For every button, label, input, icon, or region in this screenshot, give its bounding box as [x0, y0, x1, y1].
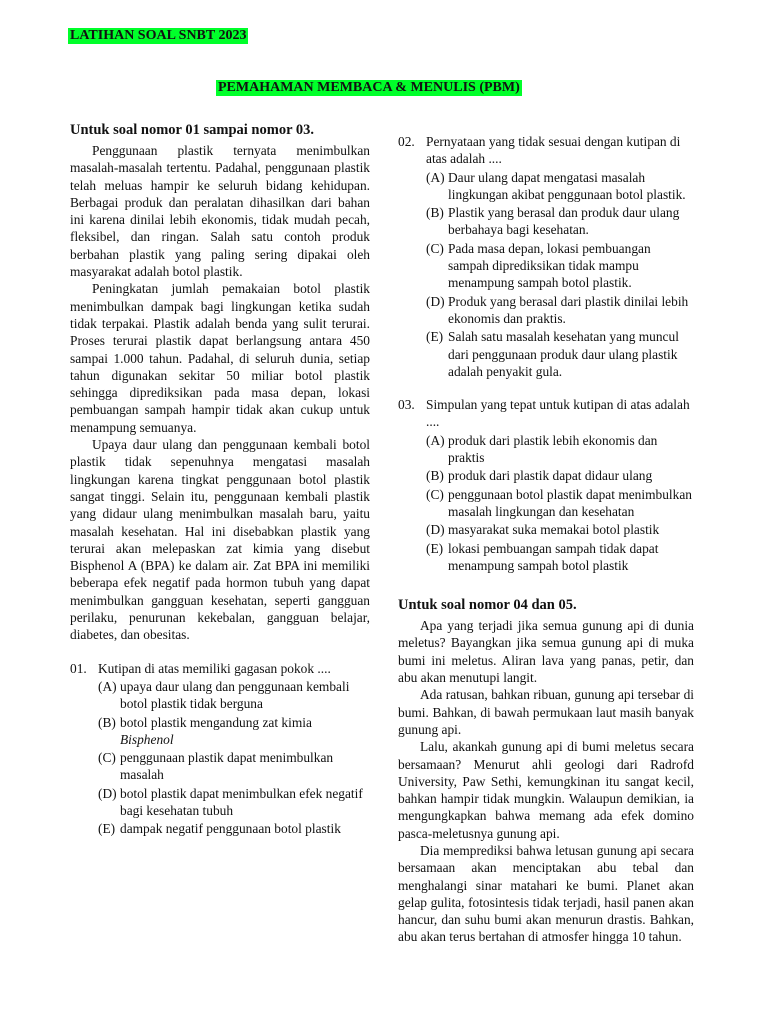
option-text: masyarakat suka memakai botol plastik [448, 522, 660, 538]
passage2-paragraph: Ada ratusan, bahkan ribuan, gunung api tersebar di bumi. Bahkan, di bawah permukaan laut masih banyak gunung api. [398, 687, 694, 737]
option-text: Pada masa depan, lokasi pembuangan sampah diprediksikan tidak mampu menampung sampah botol plastik. [448, 240, 651, 291]
question-03 [398, 396, 694, 574]
option-a[interactable] [426, 169, 694, 204]
option-b[interactable] [426, 204, 694, 239]
option-text: upaya daur ulang dan penggunaan kembali botol plastik tidak berguna [120, 678, 350, 712]
left-column [70, 121, 370, 838]
option-text: dampak negatif penggunaan botol plastik [120, 821, 341, 837]
right-column [398, 133, 694, 946]
question-stem: Pernyataan yang tidak sesuai dengan kutipan di atas adalah .... [426, 134, 681, 167]
option-letter: (D) [426, 293, 445, 309]
option-letter: (A) [426, 432, 445, 448]
option-d[interactable] [426, 521, 694, 538]
option-letter: (B) [426, 205, 444, 221]
option-text: Produk yang berasal dari plastik dinilai lebih ekonomis dan praktis. [448, 293, 689, 326]
passage2-heading: Untuk soal nomor 04 dan 05. [398, 597, 577, 614]
option-text: Salah satu masalah kesehatan yang muncul dari penggunaan produk daur ulang plastik adalah penyakit gula. [448, 329, 679, 379]
passage2-paragraph: Dia memprediksi bahwa letusan gunung api secara bersamaan akan menciptakan abu tebal dan menghalangi sinar matahari ke bumi. Planet akan gelap gulita, fotosintesis tidak terjadi, hasil panen akan hancur, dan suhu bumi akan menurun drastis. Bahkan, abu akan terus bertahan di atmosfer hingga 10 tahun. [398, 842, 694, 945]
option-text: penggunaan plastik dapat menimbulkan masalah [120, 750, 334, 783]
option-letter: (B) [426, 468, 444, 484]
option-e[interactable] [426, 328, 694, 380]
option-letter: (C) [98, 750, 116, 766]
option-text-italic: Bisphenol [120, 731, 174, 747]
option-text: lokasi pembuangan sampah tidak dapat menampung sampah botol plastik [448, 540, 659, 573]
question-02 [398, 133, 694, 380]
passage1-paragraph: Penggunaan plastik ternyata menimbulkan masalah-masalah tertentu. Padahal, penggunaan plastik telah meluas hampir ke seluruh bidang kehidupan. Berbagai produk dan peralatan dihasilkan dari bahan ini karena dinilai lebih ekonomis, tidak mudah pecah, fleksibel, dan ringan. Salah satu contoh produk berbahan plastik yang paling sering dipakai oleh masyarakat adalah botol plastik. [70, 143, 370, 280]
option-letter: (C) [426, 486, 444, 502]
header-title: LATIHAN SOAL SNBT 2023 [70, 28, 247, 43]
passage1-heading: Untuk soal nomor 01 sampai nomor 03. [70, 122, 314, 138]
option-text: botol plastik dapat menimbulkan efek negatif bagi kesehatan tubuh [120, 785, 363, 818]
question-01 [70, 660, 370, 838]
option-c[interactable] [426, 240, 694, 292]
option-letter: (A) [426, 169, 445, 185]
option-letter: (E) [426, 329, 444, 345]
question-number: 03. [398, 397, 415, 413]
question-number: 02. [398, 134, 415, 149]
option-text [120, 714, 370, 749]
option-b[interactable] [98, 714, 370, 749]
option-c[interactable] [98, 749, 370, 784]
option-letter: (E) [98, 821, 116, 837]
option-letter: (E) [426, 540, 444, 556]
option-e[interactable] [98, 820, 370, 837]
option-text: penggunaan botol plastik dapat menimbulkan masalah lingkungan dan kesehatan [448, 486, 692, 519]
option-d[interactable] [426, 293, 694, 328]
question-stem: Simpulan yang tepat untuk kutipan di atas adalah .... [426, 397, 690, 430]
option-letter: (D) [426, 522, 445, 538]
option-text-main: botol plastik mengandung zat kimia [120, 714, 312, 730]
passage1-paragraph: Upaya daur ulang dan penggunaan kembali botol plastik tidak sepenuhnya mengatasi masalah lingkungan karena tingkat penggunaan botol plastik sangat tinggi. Selain itu, penggunaan kembali plastik yang didaur ulang menimbulkan masalah baru, yaitu masalah kesehatan. Hal ini disebabkan plastik yang terurai akan melepaskan zat kimia yang disebut Bisphenol A (BPA) ke dalam air. Zat BPA ini memiliki beberapa efek negatif pada hormon tubuh yang dapat menimbulkan gangguan kesehatan, seperti gangguan perilaku, penurunan kekebalan, gangguan belajar, diabetes, dan obesitas. [70, 437, 370, 643]
passage2-paragraph: Lalu, akankah gunung api di bumi meletus secara bersamaan? Menurut ahli geologi dari Radrofd University, Paw Sethi, kemungkinan itu sangat kecil, bahkan hampir tidak mungkin. Walaupun demikian, ia mengungkapkan bahwa memang ada efek domino pasca-meletusnya gunung api. [398, 739, 694, 841]
option-b[interactable] [426, 467, 694, 484]
question-stem: Kutipan di atas memiliki gagasan pokok .... [98, 660, 331, 676]
option-text: produk dari plastik dapat didaur ulang [448, 468, 653, 484]
option-d[interactable] [98, 785, 370, 820]
option-text: Daur ulang dapat mengatasi masalah lingkungan akibat penggunaan botol plastik. [448, 169, 686, 202]
option-letter: (D) [98, 785, 117, 801]
passage2-paragraph: Apa yang terjadi jika semua gunung api di dunia meletus? Bayangkan jika semua gunung api di muka bumi ini meletus. Aliran lava yang panas, petir, dan abu akan menutupi langit. [398, 618, 694, 686]
passage1-paragraph: Peningkatan jumlah pemakaian botol plastik menimbulkan dampak bagi lingkungan ketika sudah tidak terpakai. Plastik adalah benda yang sulit terurai. Proses terurai plastik dapat berlangsung antara 450 sampai 1.000 tahun. Padahal, di seluruh dunia, setiap tahun digunakan sekitar 50 miliar botol plastik sehingga diprediksikan pada masa depan, lokasi pembuangan sampah hampir tidak akan cukup untuk menampung semuanya. [70, 281, 370, 435]
option-text: produk dari plastik lebih ekonomis dan praktis [448, 432, 658, 466]
question-number: 01. [70, 660, 87, 676]
option-letter: (A) [98, 678, 117, 694]
option-letter: (C) [426, 240, 444, 256]
option-c[interactable] [426, 486, 694, 521]
option-e[interactable] [426, 540, 694, 575]
option-a[interactable] [98, 678, 370, 713]
option-a[interactable] [426, 432, 694, 467]
section-title: PEMAHAMAN MEMBACA & MENULIS (PBM) [218, 80, 520, 95]
option-text: Plastik yang berasal dan produk daur ulang berbahaya bagi kesehatan. [448, 205, 680, 238]
option-letter: (B) [98, 714, 116, 730]
